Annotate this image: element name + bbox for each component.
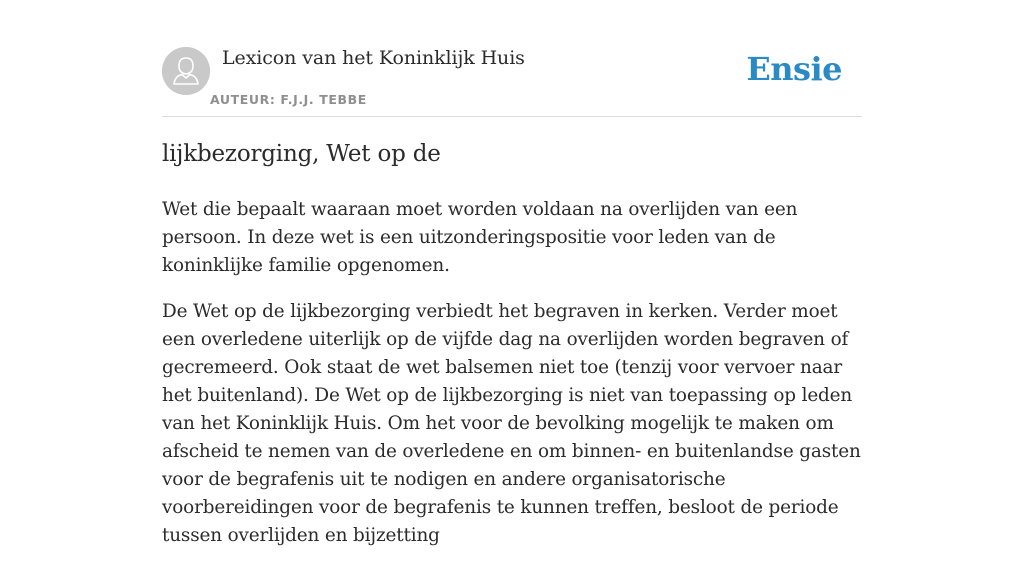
entry-content [162, 136, 862, 568]
entry-paragraph-1: Wet die bepaalt waaraan moet worden voldaan na overlijden van een persoon. In deze wet is een uitzonderingspositie voor leden van de koninklijke familie opgenomen. [162, 199, 798, 276]
brand-logo[interactable]: Ensie [746, 50, 842, 88]
entry-title: lijkbezorging, Wet op de [162, 141, 441, 167]
source-title[interactable]: Lexicon van het Koninklijk Huis [222, 47, 525, 69]
user-avatar-icon[interactable] [162, 47, 210, 95]
header [162, 40, 862, 117]
author-label: AUTEUR: F.J.J. TEBBE [210, 92, 367, 107]
entry-paragraph-2: De Wet op de lijkbezorging verbiedt het begraven in kerken. Verder moet een overledene uiterlijk op de vijfde dag na overlijden worden begraven of gecremeerd. Ook staat de wet balsemen niet toe (tenzij voor vervoer naar het buitenland). De Wet op de lijkbezorging is niet van toepassing op leden van het Koninklijk Huis. Om het voor de bevolking mogelijk te maken om afscheid te nemen van de overledene en om binnen- en buitenlandse gasten voor de begrafenis uit te nodigen en andere organisatorische voorbereidingen voor de begrafenis te kunnen treffen, besloot de periode tussen overlijden en bijzetting [162, 301, 861, 546]
